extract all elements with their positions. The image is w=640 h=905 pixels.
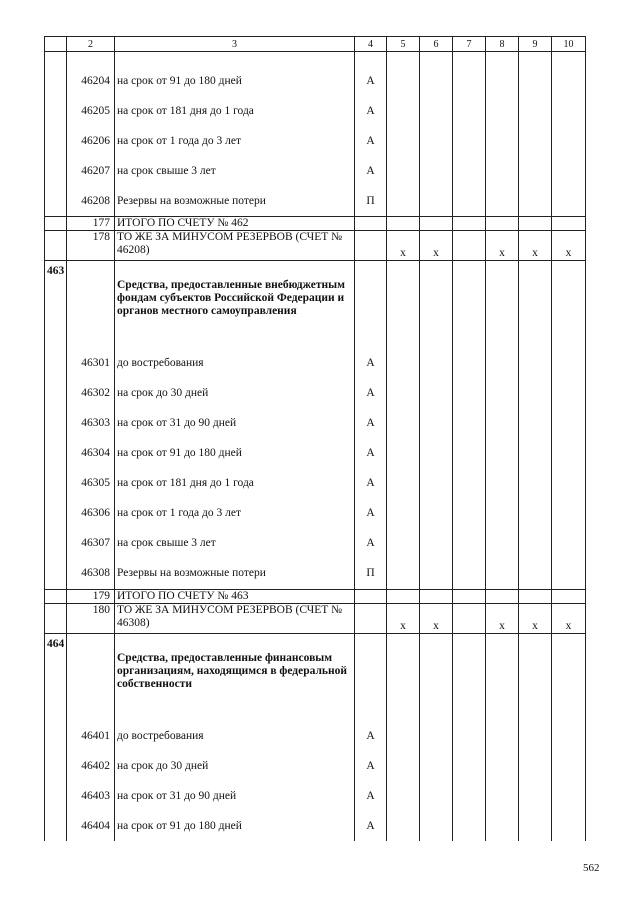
- x-mark-col6: x: [420, 603, 453, 633]
- account-name: на срок от 91 до 180 дней: [115, 66, 355, 96]
- value-cell: [387, 66, 420, 96]
- account-row: [45, 379, 586, 409]
- account-row: [45, 559, 586, 590]
- x-mark-col10: x: [552, 603, 586, 633]
- value-cell: [453, 231, 486, 261]
- account-code: 46206: [67, 126, 115, 156]
- line-number: 179: [67, 589, 115, 603]
- section-number: 463: [45, 261, 67, 349]
- section-number: 464: [45, 633, 67, 721]
- section-cell: [45, 781, 67, 811]
- section-title: Средства, предоставленные внебюджетным фондам субъектов Российской Федерации и органов местного самоуправления: [115, 261, 355, 349]
- value-cell: [387, 559, 420, 590]
- value-cell: [519, 66, 552, 96]
- value-cell: [552, 721, 586, 751]
- value-cell: [420, 409, 453, 439]
- value-cell: [519, 349, 552, 379]
- value-cell: [453, 217, 486, 231]
- value-cell: [420, 589, 453, 603]
- value-cell: [552, 439, 586, 469]
- value-cell: [453, 186, 486, 217]
- account-type: А: [355, 66, 387, 96]
- value-cell: [486, 559, 519, 590]
- value-cell: [387, 589, 420, 603]
- value-cell: [420, 217, 453, 231]
- section-cell: [45, 721, 67, 751]
- net-of-reserves-row: [45, 603, 586, 633]
- value-cell: [486, 751, 519, 781]
- value-cell: [486, 409, 519, 439]
- value-cell: [387, 409, 420, 439]
- account-type: А: [355, 156, 387, 186]
- net-label: ТО ЖЕ ЗА МИНУСОМ РЕЗЕРВОВ (СЧЕТ № 46308): [115, 603, 355, 633]
- account-name: на срок от 91 до 180 дней: [115, 811, 355, 841]
- value-cell: [552, 156, 586, 186]
- value-cell: [387, 96, 420, 126]
- spacer-cell: [387, 52, 420, 67]
- net-of-reserves-row: [45, 231, 586, 261]
- value-cell: [486, 217, 519, 231]
- value-cell: [355, 231, 387, 261]
- account-row: [45, 96, 586, 126]
- value-cell: [519, 721, 552, 751]
- spacer-cell: [67, 52, 115, 67]
- value-cell: [355, 261, 387, 349]
- section-cell: [45, 603, 67, 633]
- value-cell: [486, 499, 519, 529]
- value-cell: [486, 529, 519, 559]
- value-cell: [453, 126, 486, 156]
- value-cell: [519, 529, 552, 559]
- value-cell: [453, 379, 486, 409]
- value-cell: [453, 156, 486, 186]
- value-cell: [486, 156, 519, 186]
- value-cell: [519, 186, 552, 217]
- section-cell: [45, 96, 67, 126]
- spacer-cell: [45, 52, 67, 67]
- value-cell: [552, 499, 586, 529]
- account-type: А: [355, 529, 387, 559]
- account-code: 46306: [67, 499, 115, 529]
- section-cell: [45, 499, 67, 529]
- net-label: ТО ЖЕ ЗА МИНУСОМ РЕЗЕРВОВ (СЧЕТ № 46208): [115, 231, 355, 261]
- account-type: А: [355, 409, 387, 439]
- spacer-cell: [420, 52, 453, 67]
- value-cell: [453, 349, 486, 379]
- value-cell: [519, 261, 552, 349]
- header-col-7: 7: [453, 37, 486, 52]
- account-type: А: [355, 469, 387, 499]
- section-cell: [45, 126, 67, 156]
- value-cell: [486, 349, 519, 379]
- account-code: 46304: [67, 439, 115, 469]
- section-cell: [45, 439, 67, 469]
- account-name: на срок от 31 до 90 дней: [115, 409, 355, 439]
- value-cell: [420, 379, 453, 409]
- value-cell: [519, 751, 552, 781]
- value-cell: [519, 469, 552, 499]
- account-type: А: [355, 379, 387, 409]
- value-cell: [355, 633, 387, 721]
- value-cell: [453, 603, 486, 633]
- value-cell: [519, 126, 552, 156]
- account-code: 46401: [67, 721, 115, 751]
- header-col-4: 4: [355, 37, 387, 52]
- value-cell: [355, 589, 387, 603]
- value-cell: [387, 186, 420, 217]
- value-cell: [387, 529, 420, 559]
- account-row: [45, 499, 586, 529]
- value-cell: [519, 409, 552, 439]
- x-mark-col9: x: [519, 231, 552, 261]
- value-cell: [552, 217, 586, 231]
- value-cell: [453, 721, 486, 751]
- account-type: А: [355, 439, 387, 469]
- value-cell: [387, 217, 420, 231]
- account-code: 46404: [67, 811, 115, 841]
- account-row: [45, 469, 586, 499]
- header-col-6: 6: [420, 37, 453, 52]
- x-mark-col9: x: [519, 603, 552, 633]
- value-cell: [387, 349, 420, 379]
- value-cell: [387, 781, 420, 811]
- section-cell: [45, 751, 67, 781]
- value-cell: [420, 633, 453, 721]
- value-cell: [420, 126, 453, 156]
- account-type: П: [355, 559, 387, 590]
- value-cell: [552, 409, 586, 439]
- value-cell: [453, 633, 486, 721]
- total-label: ИТОГО ПО СЧЕТУ № 462: [115, 217, 355, 231]
- total-row: [45, 217, 586, 231]
- account-name: на срок от 1 года до 3 лет: [115, 499, 355, 529]
- value-cell: [486, 66, 519, 96]
- value-cell: [387, 379, 420, 409]
- value-cell: [486, 379, 519, 409]
- value-cell: [486, 589, 519, 603]
- header-col-2: 2: [67, 37, 115, 52]
- value-cell: [552, 96, 586, 126]
- account-code: 46308: [67, 559, 115, 590]
- value-cell: [420, 469, 453, 499]
- code-cell: [67, 261, 115, 349]
- account-row: [45, 811, 586, 841]
- account-name: на срок от 181 дня до 1 года: [115, 96, 355, 126]
- section-cell: [45, 231, 67, 261]
- account-code: 46204: [67, 66, 115, 96]
- total-label: ИТОГО ПО СЧЕТУ № 463: [115, 589, 355, 603]
- line-number: 178: [67, 231, 115, 261]
- value-cell: [355, 217, 387, 231]
- account-type: А: [355, 811, 387, 841]
- account-row: [45, 439, 586, 469]
- total-row: [45, 589, 586, 603]
- account-name: на срок от 181 дня до 1 года: [115, 469, 355, 499]
- value-cell: [552, 529, 586, 559]
- section-cell: [45, 156, 67, 186]
- value-cell: [387, 156, 420, 186]
- account-name: Резервы на возможные потери: [115, 559, 355, 590]
- x-mark-col5: x: [387, 603, 420, 633]
- value-cell: [519, 217, 552, 231]
- account-table-sheet: [44, 36, 585, 841]
- value-cell: [486, 721, 519, 751]
- value-cell: [519, 633, 552, 721]
- x-mark-col8: x: [486, 603, 519, 633]
- value-cell: [519, 559, 552, 590]
- value-cell: [486, 633, 519, 721]
- value-cell: [552, 469, 586, 499]
- account-code: 46402: [67, 751, 115, 781]
- value-cell: [453, 811, 486, 841]
- value-cell: [519, 781, 552, 811]
- section-cell: [45, 66, 67, 96]
- value-cell: [519, 439, 552, 469]
- section-header-row: [45, 261, 586, 349]
- value-cell: [387, 811, 420, 841]
- account-row: [45, 66, 586, 96]
- value-cell: [519, 379, 552, 409]
- value-cell: [420, 186, 453, 217]
- account-type: А: [355, 721, 387, 751]
- value-cell: [486, 261, 519, 349]
- value-cell: [519, 96, 552, 126]
- account-code: 46305: [67, 469, 115, 499]
- section-header-row: [45, 633, 586, 721]
- spacer-row: [45, 52, 586, 67]
- value-cell: [486, 781, 519, 811]
- header-col-1: [45, 37, 67, 52]
- value-cell: [486, 469, 519, 499]
- account-code: 46207: [67, 156, 115, 186]
- section-cell: [45, 559, 67, 590]
- section-cell: [45, 811, 67, 841]
- value-cell: [420, 751, 453, 781]
- value-cell: [453, 96, 486, 126]
- value-cell: [387, 499, 420, 529]
- value-cell: [519, 156, 552, 186]
- value-cell: [420, 811, 453, 841]
- x-mark-col8: x: [486, 231, 519, 261]
- value-cell: [453, 529, 486, 559]
- account-row: [45, 349, 586, 379]
- line-number: 177: [67, 217, 115, 231]
- value-cell: [552, 261, 586, 349]
- section-cell: [45, 409, 67, 439]
- value-cell: [519, 589, 552, 603]
- header-col-3: 3: [115, 37, 355, 52]
- spacer-cell: [519, 52, 552, 67]
- value-cell: [453, 261, 486, 349]
- account-name: на срок до 30 дней: [115, 379, 355, 409]
- section-cell: [45, 186, 67, 217]
- value-cell: [420, 156, 453, 186]
- section-cell: [45, 589, 67, 603]
- value-cell: [552, 633, 586, 721]
- header-col-9: 9: [519, 37, 552, 52]
- value-cell: [552, 781, 586, 811]
- value-cell: [387, 633, 420, 721]
- account-type: А: [355, 751, 387, 781]
- x-mark-col5: x: [387, 231, 420, 261]
- value-cell: [519, 499, 552, 529]
- line-number: 180: [67, 603, 115, 633]
- column-number-header: [45, 37, 586, 52]
- account-name: на срок от 1 года до 3 лет: [115, 126, 355, 156]
- value-cell: [420, 96, 453, 126]
- account-row: [45, 409, 586, 439]
- value-cell: [355, 603, 387, 633]
- section-cell: [45, 469, 67, 499]
- value-cell: [552, 66, 586, 96]
- code-cell: [67, 633, 115, 721]
- account-name: на срок свыше 3 лет: [115, 529, 355, 559]
- page-number: 562: [583, 862, 600, 874]
- value-cell: [387, 721, 420, 751]
- account-name: до востребования: [115, 721, 355, 751]
- account-code: 46301: [67, 349, 115, 379]
- value-cell: [420, 559, 453, 590]
- account-type: А: [355, 96, 387, 126]
- account-name: на срок свыше 3 лет: [115, 156, 355, 186]
- section-cell: [45, 349, 67, 379]
- account-type: П: [355, 186, 387, 217]
- account-code: 46302: [67, 379, 115, 409]
- spacer-cell: [453, 52, 486, 67]
- value-cell: [420, 499, 453, 529]
- spacer-cell: [115, 52, 355, 67]
- value-cell: [453, 439, 486, 469]
- value-cell: [519, 811, 552, 841]
- value-cell: [453, 589, 486, 603]
- section-cell: [45, 529, 67, 559]
- account-name: на срок до 30 дней: [115, 751, 355, 781]
- section-cell: [45, 217, 67, 231]
- account-name: Резервы на возможные потери: [115, 186, 355, 217]
- section-title: Средства, предоставленные финансовым организациям, находящимся в федеральной собственности: [115, 633, 355, 721]
- section-cell: [45, 379, 67, 409]
- value-cell: [420, 439, 453, 469]
- value-cell: [453, 409, 486, 439]
- account-type: А: [355, 781, 387, 811]
- account-code: 46307: [67, 529, 115, 559]
- header-col-5: 5: [387, 37, 420, 52]
- header-col-8: 8: [486, 37, 519, 52]
- value-cell: [552, 379, 586, 409]
- account-row: [45, 156, 586, 186]
- value-cell: [420, 261, 453, 349]
- value-cell: [420, 781, 453, 811]
- account-type: А: [355, 126, 387, 156]
- account-code: 46208: [67, 186, 115, 217]
- account-name: на срок от 91 до 180 дней: [115, 439, 355, 469]
- account-code: 46403: [67, 781, 115, 811]
- value-cell: [486, 439, 519, 469]
- value-cell: [420, 66, 453, 96]
- value-cell: [552, 559, 586, 590]
- account-row: [45, 126, 586, 156]
- value-cell: [486, 186, 519, 217]
- x-mark-col6: x: [420, 231, 453, 261]
- value-cell: [552, 126, 586, 156]
- spacer-cell: [355, 52, 387, 67]
- value-cell: [552, 349, 586, 379]
- account-name: на срок от 31 до 90 дней: [115, 781, 355, 811]
- x-mark-col10: x: [552, 231, 586, 261]
- account-row: [45, 529, 586, 559]
- value-cell: [552, 811, 586, 841]
- account-row: [45, 751, 586, 781]
- value-cell: [387, 439, 420, 469]
- value-cell: [453, 469, 486, 499]
- account-type: А: [355, 349, 387, 379]
- value-cell: [420, 721, 453, 751]
- value-cell: [453, 66, 486, 96]
- spacer-cell: [486, 52, 519, 67]
- value-cell: [387, 751, 420, 781]
- value-cell: [486, 96, 519, 126]
- value-cell: [387, 126, 420, 156]
- value-cell: [453, 751, 486, 781]
- account-type: А: [355, 499, 387, 529]
- value-cell: [552, 751, 586, 781]
- value-cell: [552, 589, 586, 603]
- account-row: [45, 721, 586, 751]
- account-table: [44, 36, 586, 841]
- value-cell: [387, 469, 420, 499]
- account-row: [45, 186, 586, 217]
- spacer-cell: [552, 52, 586, 67]
- value-cell: [453, 559, 486, 590]
- value-cell: [453, 781, 486, 811]
- value-cell: [387, 261, 420, 349]
- value-cell: [486, 811, 519, 841]
- account-name: до востребования: [115, 349, 355, 379]
- account-code: 46303: [67, 409, 115, 439]
- value-cell: [453, 499, 486, 529]
- value-cell: [420, 349, 453, 379]
- account-code: 46205: [67, 96, 115, 126]
- value-cell: [486, 126, 519, 156]
- value-cell: [552, 186, 586, 217]
- account-row: [45, 781, 586, 811]
- header-col-10: 10: [552, 37, 586, 52]
- value-cell: [420, 529, 453, 559]
